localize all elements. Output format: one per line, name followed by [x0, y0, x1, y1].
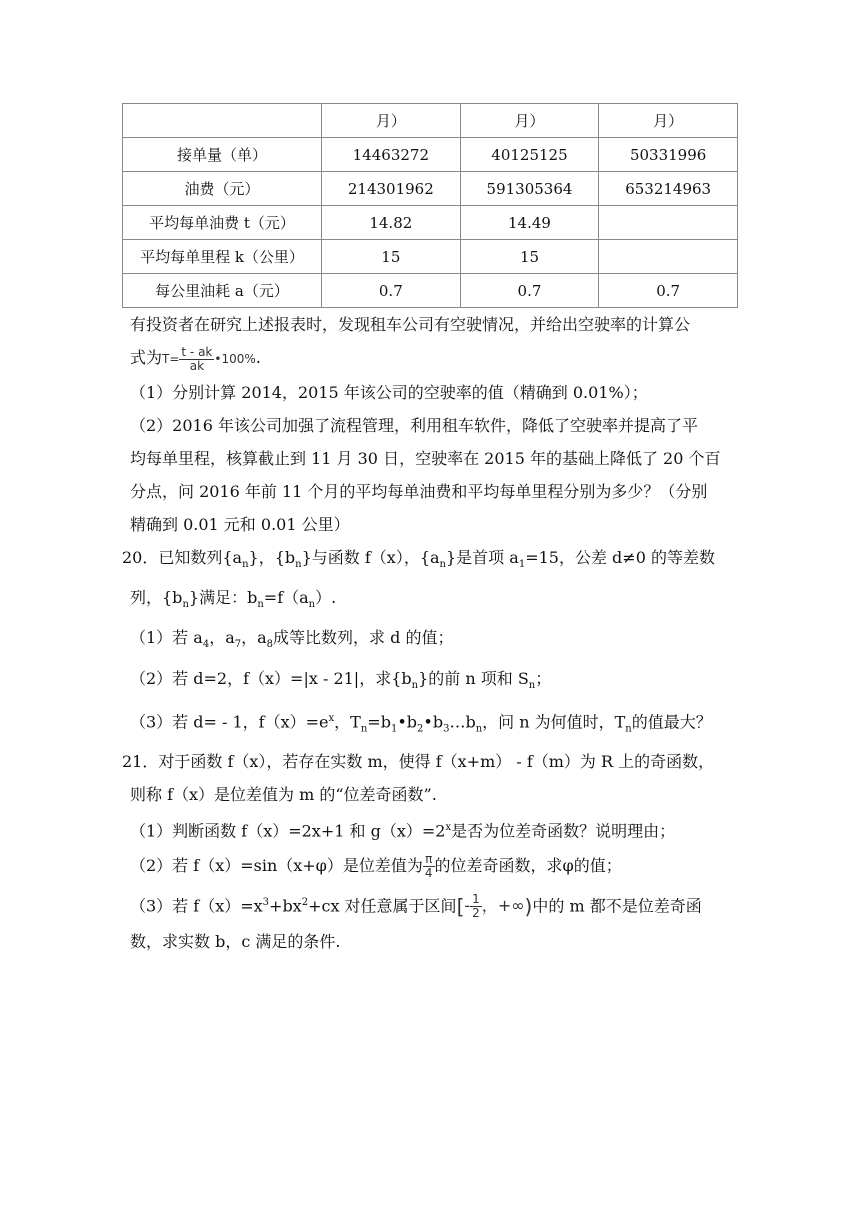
table-cell: 平均每单里程 k（公里）	[123, 240, 322, 274]
question-21-3: （3）若 $f(x)=x^3+bx^2+cx$ 对任意属于区间[- $\frac{1}{2}$ ，+∞)中的 m 都不是位差奇函	[130, 891, 702, 920]
table-row	[123, 172, 738, 206]
table-header-row	[123, 104, 738, 138]
table-cell	[599, 206, 738, 240]
table-cell: 15	[322, 240, 461, 274]
table-cell	[599, 240, 738, 274]
report-table	[122, 103, 738, 308]
question-19-1: （1）分别计算 2014，2015 年该公司的空驶率的值（精确到 0.01%）；	[130, 383, 648, 402]
paragraph: 均每单里程，核算截止到 11 月 30 日，空驶率在 2015 年的基础上降低了 20 个百	[130, 449, 721, 468]
table-cell: 平均每单油费 t（元）	[123, 206, 322, 240]
table-cell: 653214963	[599, 172, 738, 206]
paragraph: 分点，问 2016 年前 11 个月的平均每单油费和平均每单里程分别为多少？（分别	[130, 482, 708, 501]
table-cell: 50331996	[599, 138, 738, 172]
table-cell: 0.7	[322, 274, 461, 308]
paragraph: 列，$\{b_n\}$满足：$b_n=f(a_n)$.	[130, 588, 337, 611]
table-cell: 15	[460, 240, 599, 274]
paragraph: 有投资者在研究上述报表时，发现租车公司有空驶情况，并给出空驶率的计算公	[130, 315, 691, 334]
table-cell: 14463272	[322, 138, 461, 172]
table-cell: 14.49	[460, 206, 599, 240]
table-cell: 油费（元）	[123, 172, 322, 206]
table-row	[123, 274, 738, 308]
table-row	[123, 138, 738, 172]
table-cell: 月）	[460, 104, 599, 138]
question-20: 20．已知数列$\{a_n\}$，$\{b_n\}$与函数 f（x），$\{a_n\}$是首项 $a_1=15$，公差 d≠0 的等差数	[122, 548, 715, 571]
question-21-1: （1）判断函数 f（x）=2x+1 和 $g(x)=2^x$是否为位差奇函数？说明理由；	[130, 821, 676, 841]
question-20-3: （3）若 d= - 1，$f(x)=e^x$，$T_n=b_1•b_2•b_3\dots b_n$，问 n 为何值时，$T_n$的值最大？	[130, 712, 712, 735]
table-row	[123, 206, 738, 240]
paragraph: 数，求实数 b，c 满足的条件.	[130, 932, 341, 952]
question-20-2: （2）若 d=2，f（x）=|x - 21|，求$\{b_n\}$的前 n 项和 $S_n$；	[130, 668, 552, 691]
interval-expression: [- $\frac{1}{2}$ ，+∞)	[456, 891, 533, 920]
table-cell: 40125125	[460, 138, 599, 172]
table-cell: 0.7	[599, 274, 738, 308]
table-row	[123, 240, 738, 274]
question-21: 21．对于函数 f（x），若存在实数 m，使得 f（x+m） - f（m）为 R 上的奇函数，	[122, 752, 715, 772]
question-19-2: （2）2016 年该公司加强了流程管理，利用租车软件，降低了空驶率并提高了平	[130, 416, 698, 435]
question-21-2: （2）若 f（x）=sin（x+φ）是位差值为 $\frac{\pi}{4}$ 的位差奇函数，求φ的值；	[130, 851, 622, 880]
question-20-1: （1）若 $a_4$，$a_7$，$a_8$成等比数列，求 d 的值；	[130, 628, 454, 651]
table-cell: 接单量（单）	[123, 138, 322, 172]
table-cell: 月）	[322, 104, 461, 138]
table-cell: 14.82	[322, 206, 461, 240]
pi-over-4: $\frac{\pi}{4}$	[424, 851, 433, 880]
table-cell: 每公里油耗 a（元）	[123, 274, 322, 308]
table-cell: 214301962	[322, 172, 461, 206]
table-cell	[123, 104, 322, 138]
paragraph: 则称 f（x）是位差值为 m 的“位差奇函数”.	[130, 785, 437, 805]
table-cell: 0.7	[460, 274, 599, 308]
paragraph: 精确到 0.01 元和 0.01 公里）	[130, 515, 350, 534]
table-cell: 591305364	[460, 172, 599, 206]
formula: T= $\frac{t - ak}{ak}$ •100%	[162, 345, 256, 373]
problem-text	[122, 308, 740, 958]
formula-line: 式为T= $\frac{t - ak}{ak}$ •100%.	[130, 345, 261, 373]
table-cell: 月）	[599, 104, 738, 138]
